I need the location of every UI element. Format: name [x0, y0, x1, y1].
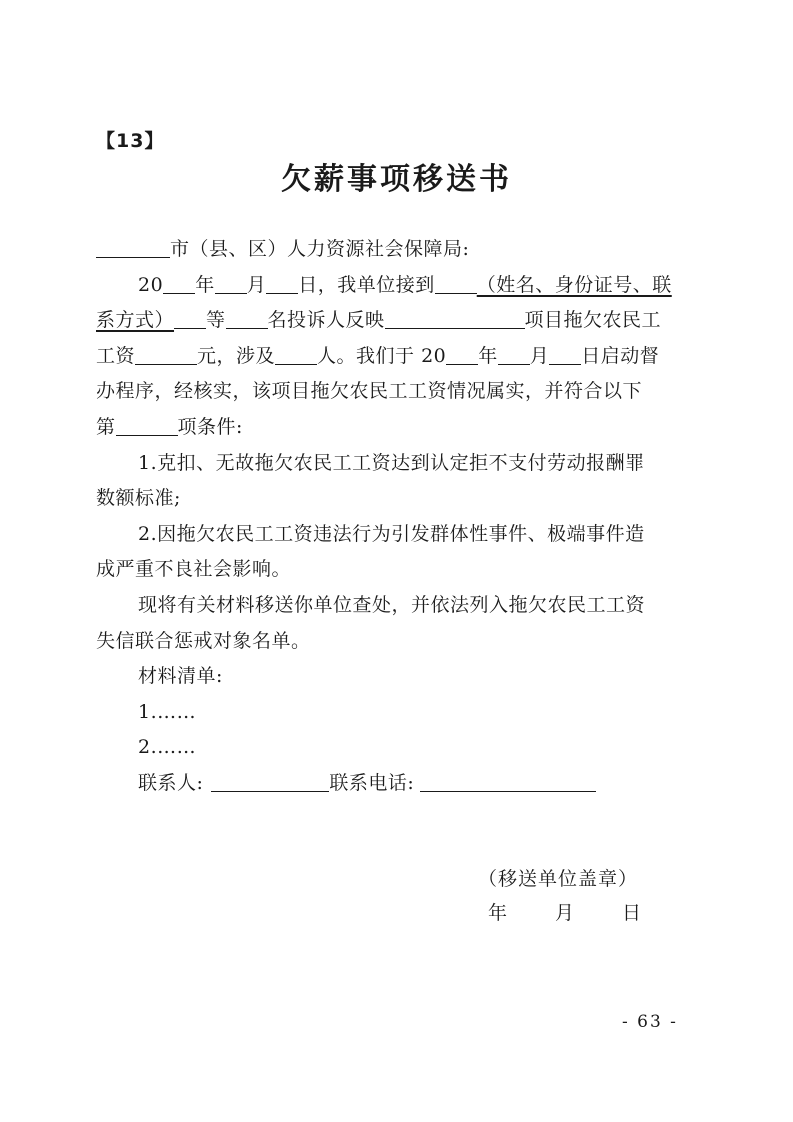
- blank-day: [266, 272, 298, 294]
- transfer-line2: 失信联合惩戒对象名单。: [96, 629, 311, 652]
- condition1-line1: 1.克扣、无故拖欠农民工工资达到认定拒不支付劳动报酬罪: [138, 451, 645, 474]
- blank-people: [275, 343, 317, 365]
- date-year: 年: [488, 902, 508, 924]
- blank-after-note: [174, 307, 206, 329]
- addressee-blank: [96, 236, 170, 258]
- blank-month: [215, 272, 247, 294]
- supervision-text: 日启动督: [581, 344, 660, 367]
- document-body: [96, 232, 700, 766]
- page-number: - 63 -: [622, 1012, 678, 1032]
- condition2-line1: 2.因拖欠农民工工资违法行为引发群体性事件、极端事件造: [138, 522, 645, 545]
- blank-complainant-count: [226, 307, 268, 329]
- materials-item-1: 1.……: [138, 700, 197, 723]
- contact-person-label: 联系人:: [138, 772, 204, 794]
- complaint-text: 名投诉人反映: [267, 309, 385, 332]
- document-title: 欠薪事项移送书: [281, 162, 512, 197]
- blank-year: [163, 272, 195, 294]
- start-month-label: 月: [529, 344, 550, 367]
- contact-info-note: 系方式）: [96, 309, 175, 332]
- blank-project: [385, 307, 525, 329]
- condition2-line2: 成严重不良社会影响。: [96, 558, 292, 581]
- materials-item-2: 2.……: [138, 736, 197, 759]
- date-day: 日: [622, 902, 642, 924]
- form-number: 【13】: [96, 130, 165, 152]
- para1-line2: [96, 303, 700, 339]
- year-prefix: 20: [138, 273, 164, 296]
- item-prefix: 第: [96, 415, 116, 438]
- contact-phone-blank: [420, 770, 596, 792]
- addressee-text: 市（县、区）人力资源社会保障局:: [170, 238, 470, 260]
- condition-text: 项条件:: [177, 415, 243, 438]
- amount-text: 元，涉及: [197, 344, 276, 367]
- para1-line3: [96, 339, 700, 375]
- contact-line: [138, 768, 596, 795]
- condition1-line2: 数额标准;: [96, 487, 181, 510]
- blank-start-month: [498, 343, 530, 365]
- etc-text: 等: [206, 309, 226, 332]
- start-year-label: 年: [478, 344, 498, 367]
- received-text: 日，我单位接到: [298, 273, 435, 296]
- blank-complainant: [435, 272, 477, 294]
- materials-heading: 材料清单:: [138, 665, 223, 688]
- wage-text: 工资: [96, 344, 136, 367]
- para1-line1: [96, 268, 700, 304]
- blank-start-year: [446, 343, 478, 365]
- para1-line5: [96, 410, 700, 446]
- year-label: 年: [195, 273, 215, 296]
- contact-person-blank: [211, 770, 329, 792]
- blank-condition: [116, 414, 178, 436]
- blank-start-day: [549, 343, 581, 365]
- month-label: 月: [246, 273, 267, 296]
- project-arrears-text: 项目拖欠农民工: [524, 309, 662, 332]
- transfer-line1: 现将有关材料移送你单位查处，并依法列入拖欠农民工工资: [138, 593, 646, 616]
- contact-phone-label: 联系电话:: [329, 772, 415, 794]
- para1-line4: 办程序，经核实，该项目拖欠农民工工资情况属实，并符合以下: [96, 380, 643, 403]
- date-month: 月: [555, 902, 575, 924]
- blank-amount: [135, 343, 197, 365]
- seal-note: （移送单位盖章）: [478, 868, 639, 890]
- signature-date: [488, 898, 641, 925]
- start-text: 人。我们于 20: [317, 344, 447, 367]
- complainant-info-note: （姓名、身份证号、联: [476, 273, 672, 296]
- addressee-line: [96, 232, 700, 268]
